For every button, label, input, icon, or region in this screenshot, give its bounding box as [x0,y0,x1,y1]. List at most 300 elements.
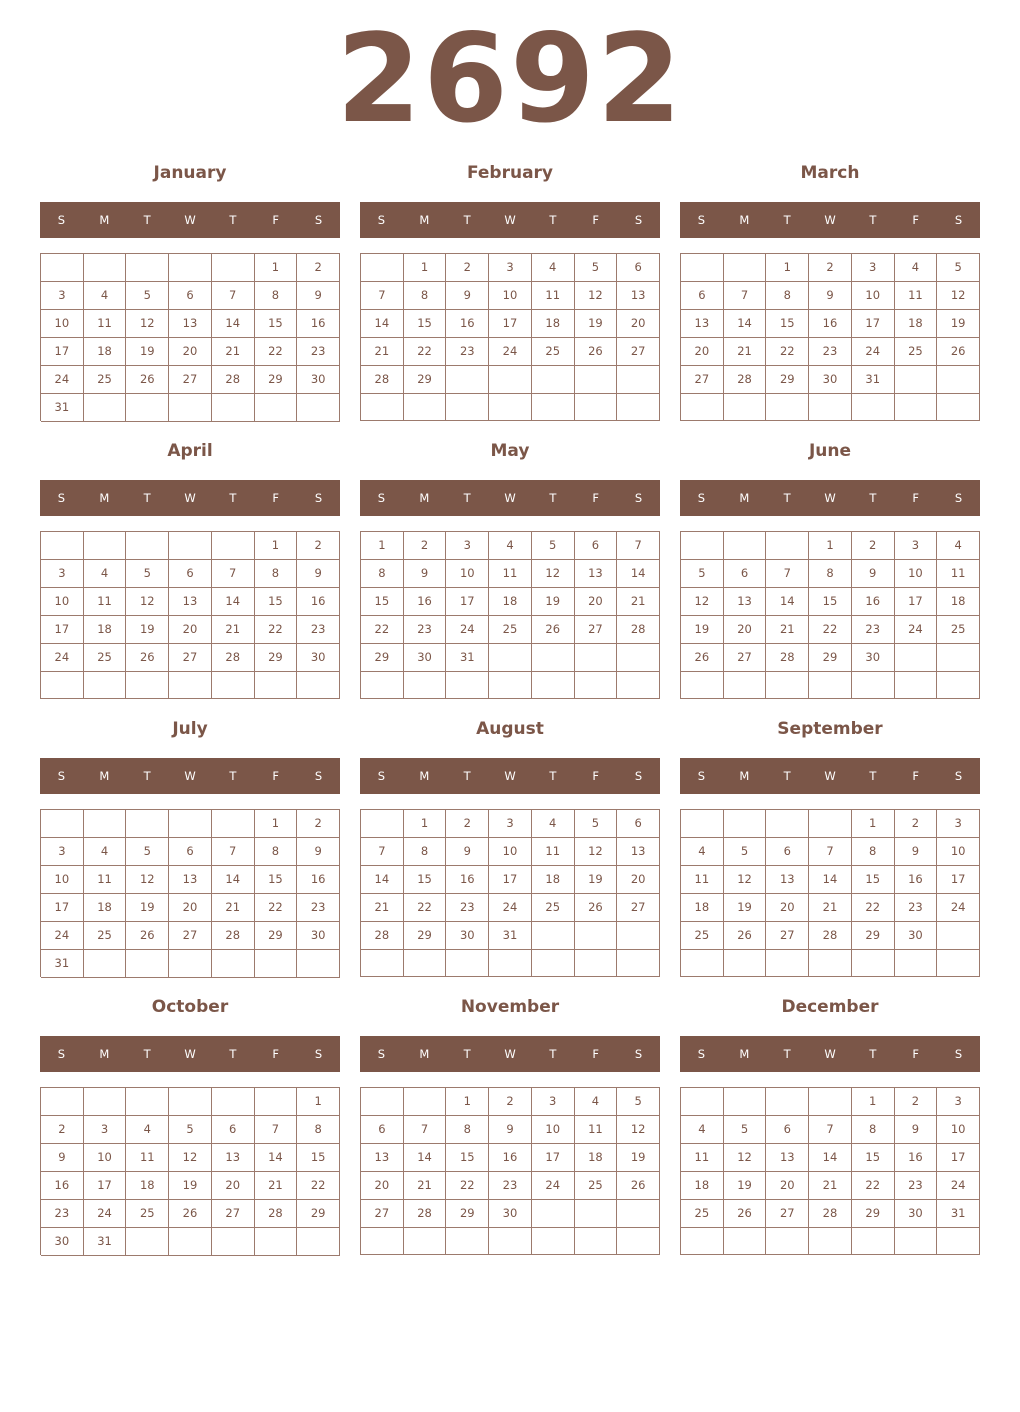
day-cell: 25 [681,1200,724,1228]
weekday-label: M [739,213,750,227]
day-cell: 17 [41,894,84,922]
day-cell: 13 [766,866,809,894]
weekday-label: W [824,1047,836,1061]
day-cell [126,1088,169,1116]
day-cell: 24 [41,366,84,394]
day-cell [361,1088,404,1116]
day-cell: 9 [404,560,447,588]
weekday-label: S [377,491,386,505]
day-cell: 10 [41,866,84,894]
day-cell [766,1088,809,1116]
day-cell: 31 [446,644,489,672]
day-cell: 17 [84,1172,127,1200]
day-cell [126,532,169,560]
day-cell: 26 [126,366,169,394]
day-cell: 2 [446,810,489,838]
day-cell: 21 [404,1172,447,1200]
day-cell: 23 [809,338,852,366]
day-cell: 15 [852,866,895,894]
day-cell: 10 [852,282,895,310]
weekday-header [680,202,980,238]
month-name: August [476,719,544,739]
day-cell [361,810,404,838]
day-cell: 12 [937,282,980,310]
day-cell: 14 [809,1144,852,1172]
day-cell: 12 [724,866,767,894]
day-cell [532,950,575,977]
day-cell [617,394,660,421]
day-cell [489,394,532,421]
day-cell [681,810,724,838]
weekday-label: M [99,1047,110,1061]
day-cell: 18 [84,338,127,366]
day-cell: 16 [446,866,489,894]
day-grid [360,1087,660,1255]
day-cell: 18 [937,588,980,616]
weekday-label: S [697,769,706,783]
day-cell [126,672,169,699]
weekday-header [40,202,340,238]
day-grid [680,809,980,977]
day-cell: 29 [255,644,298,672]
day-cell: 7 [255,1116,298,1144]
day-cell [937,950,980,977]
month-name: February [466,163,554,183]
day-cell: 13 [766,1144,809,1172]
day-cell: 24 [532,1172,575,1200]
day-cell [724,254,767,282]
day-cell: 12 [575,282,618,310]
day-cell: 28 [361,366,404,394]
day-cell: 21 [212,894,255,922]
day-cell: 4 [681,838,724,866]
day-cell: 26 [126,922,169,950]
day-cell: 14 [617,560,660,588]
weekday-label: T [549,491,557,505]
day-cell: 26 [937,338,980,366]
day-cell: 18 [126,1172,169,1200]
weekday-label: M [739,769,750,783]
weekday-label: T [463,1047,471,1061]
day-cell [404,1088,447,1116]
day-cell: 6 [766,1116,809,1144]
day-cell: 23 [297,338,340,366]
weekday-label: S [697,213,706,227]
day-cell: 14 [212,310,255,338]
day-cell: 27 [766,922,809,950]
day-cell: 23 [895,894,938,922]
day-cell: 29 [852,922,895,950]
day-cell: 19 [681,616,724,644]
weekday-label: F [592,1047,600,1061]
day-cell [681,254,724,282]
day-cell [361,394,404,421]
day-cell: 8 [297,1116,340,1144]
day-cell [84,950,127,978]
day-cell: 3 [84,1116,127,1144]
day-cell: 15 [255,310,298,338]
day-cell [41,672,84,699]
day-cell: 21 [809,894,852,922]
day-cell: 22 [852,894,895,922]
day-cell: 27 [724,644,767,672]
day-cell: 30 [446,922,489,950]
day-cell: 16 [297,588,340,616]
day-cell: 11 [681,1144,724,1172]
day-cell: 15 [446,1144,489,1172]
day-cell [41,810,84,838]
day-cell: 4 [532,810,575,838]
day-cell [766,1228,809,1255]
day-cell: 26 [532,616,575,644]
day-cell: 22 [766,338,809,366]
weekday-header [360,758,660,794]
day-cell [895,1228,938,1255]
weekday-label: T [549,1047,557,1061]
weekday-label: T [229,213,237,227]
day-cell: 17 [489,866,532,894]
day-cell: 18 [895,310,938,338]
day-cell: 3 [489,810,532,838]
day-cell [489,644,532,672]
day-cell: 27 [681,366,724,394]
day-cell: 1 [361,532,404,560]
day-cell: 20 [617,866,660,894]
day-cell: 10 [937,838,980,866]
day-cell [724,672,767,699]
day-cell: 5 [126,560,169,588]
day-cell: 9 [446,838,489,866]
weekday-label: F [272,769,280,783]
day-cell: 19 [532,588,575,616]
day-cell [575,394,618,421]
day-cell: 11 [681,866,724,894]
weekday-label: T [869,491,877,505]
day-cell: 12 [724,1144,767,1172]
weekday-label: M [99,491,110,505]
weekday-header [40,480,340,516]
day-cell [126,254,169,282]
weekday-label: T [143,491,151,505]
day-cell: 3 [895,532,938,560]
day-cell [724,950,767,977]
day-cell: 25 [895,338,938,366]
day-cell: 16 [895,1144,938,1172]
day-cell: 11 [489,560,532,588]
day-cell: 12 [126,588,169,616]
day-cell: 6 [617,254,660,282]
day-cell: 13 [617,838,660,866]
weekday-header [360,1036,660,1072]
day-cell [532,1200,575,1228]
day-cell: 7 [404,1116,447,1144]
day-cell: 25 [84,922,127,950]
day-cell [489,1228,532,1255]
day-cell: 28 [404,1200,447,1228]
day-cell: 26 [575,338,618,366]
day-cell: 24 [895,616,938,644]
day-cell: 23 [852,616,895,644]
day-cell: 17 [937,866,980,894]
day-cell [766,810,809,838]
weekday-label: F [912,213,920,227]
day-cell [41,1088,84,1116]
day-cell: 19 [724,894,767,922]
day-cell [169,950,212,978]
day-cell: 1 [766,254,809,282]
day-cell: 23 [41,1200,84,1228]
day-cell [212,950,255,978]
day-cell: 19 [617,1144,660,1172]
day-cell: 7 [212,838,255,866]
day-cell [126,810,169,838]
day-cell: 25 [84,644,127,672]
day-cell: 25 [575,1172,618,1200]
month-name: October [151,997,229,1017]
day-cell [766,394,809,421]
day-cell [852,394,895,421]
day-cell [575,366,618,394]
day-cell [852,672,895,699]
day-cell [169,394,212,422]
day-cell: 19 [126,616,169,644]
day-cell: 22 [255,338,298,366]
month-name: November [460,997,560,1017]
weekday-label: W [504,1047,516,1061]
day-cell [766,672,809,699]
day-cell [532,922,575,950]
day-cell [212,532,255,560]
day-cell: 27 [169,644,212,672]
weekday-header [360,480,660,516]
day-cell [212,672,255,699]
day-cell [895,644,938,672]
day-cell: 1 [809,532,852,560]
day-cell [617,1228,660,1255]
weekday-label: S [57,1047,66,1061]
day-cell: 15 [255,588,298,616]
day-cell: 6 [575,532,618,560]
day-cell: 25 [532,338,575,366]
day-cell [532,394,575,421]
day-cell: 9 [446,282,489,310]
weekday-label: M [419,1047,430,1061]
day-cell: 28 [809,922,852,950]
day-cell: 30 [489,1200,532,1228]
day-cell: 29 [852,1200,895,1228]
day-cell: 6 [169,282,212,310]
day-cell: 10 [41,588,84,616]
day-cell [212,810,255,838]
day-cell [212,1228,255,1256]
day-cell: 5 [724,838,767,866]
day-cell: 29 [297,1200,340,1228]
day-grid [360,809,660,977]
day-cell [724,1228,767,1255]
day-cell: 4 [575,1088,618,1116]
day-cell: 18 [84,894,127,922]
day-grid [40,1087,340,1255]
day-cell: 23 [404,616,447,644]
day-cell: 3 [852,254,895,282]
day-cell: 25 [532,894,575,922]
weekday-label: F [912,769,920,783]
day-cell [937,922,980,950]
weekday-label: F [272,491,280,505]
day-cell: 21 [361,894,404,922]
day-cell: 29 [255,366,298,394]
day-cell [809,1088,852,1116]
day-cell: 18 [489,588,532,616]
day-cell: 16 [852,588,895,616]
day-cell: 1 [297,1088,340,1116]
day-cell [937,672,980,699]
day-cell [575,922,618,950]
day-cell: 16 [297,310,340,338]
day-cell [809,810,852,838]
day-cell: 28 [766,644,809,672]
day-cell [617,922,660,950]
day-cell: 14 [766,588,809,616]
day-cell: 3 [937,810,980,838]
day-cell [937,394,980,421]
day-cell [169,532,212,560]
day-cell [169,672,212,699]
day-cell: 17 [489,310,532,338]
day-cell: 9 [41,1144,84,1172]
day-cell: 3 [41,560,84,588]
day-cell: 4 [84,838,127,866]
day-cell: 21 [617,588,660,616]
day-cell: 25 [84,366,127,394]
day-cell: 2 [852,532,895,560]
weekday-label: S [954,491,963,505]
day-cell: 20 [212,1172,255,1200]
day-cell: 30 [297,922,340,950]
day-cell: 30 [297,644,340,672]
day-cell: 12 [532,560,575,588]
day-cell: 26 [617,1172,660,1200]
day-cell: 22 [404,338,447,366]
day-cell: 20 [617,310,660,338]
day-cell: 9 [895,838,938,866]
day-cell [169,1228,212,1256]
weekday-label: S [314,769,323,783]
weekday-label: T [869,1047,877,1061]
day-cell: 24 [937,1172,980,1200]
day-grid [360,531,660,699]
day-cell: 18 [532,310,575,338]
day-cell: 12 [617,1116,660,1144]
day-cell: 29 [766,366,809,394]
day-cell: 20 [681,338,724,366]
day-cell [895,366,938,394]
day-cell: 27 [575,616,618,644]
weekday-label: T [549,769,557,783]
day-cell: 8 [404,282,447,310]
day-cell: 8 [404,838,447,866]
day-cell: 15 [809,588,852,616]
weekday-label: W [184,769,196,783]
day-cell: 13 [169,310,212,338]
day-cell: 7 [617,532,660,560]
weekday-label: S [697,491,706,505]
weekday-label: S [57,769,66,783]
weekday-label: F [592,491,600,505]
weekday-label: T [143,213,151,227]
day-cell [446,1228,489,1255]
day-cell: 21 [809,1172,852,1200]
day-cell: 28 [212,644,255,672]
day-cell [297,672,340,699]
day-cell: 20 [766,894,809,922]
day-cell: 20 [575,588,618,616]
day-cell: 21 [255,1172,298,1200]
day-cell: 18 [532,866,575,894]
day-cell [169,254,212,282]
day-cell [446,366,489,394]
day-cell: 24 [446,616,489,644]
day-cell: 29 [255,922,298,950]
day-cell: 28 [212,922,255,950]
day-cell: 23 [895,1172,938,1200]
day-cell: 29 [404,922,447,950]
day-cell: 24 [41,922,84,950]
weekday-label: T [143,769,151,783]
day-cell: 8 [852,838,895,866]
day-cell: 14 [361,310,404,338]
day-cell: 27 [169,366,212,394]
day-cell: 17 [937,1144,980,1172]
day-cell: 5 [681,560,724,588]
day-cell [361,672,404,699]
day-cell: 18 [681,894,724,922]
day-cell: 28 [212,366,255,394]
month-name: July [172,719,208,739]
day-cell: 2 [297,810,340,838]
weekday-label: W [184,491,196,505]
day-cell: 12 [681,588,724,616]
day-cell [681,672,724,699]
weekday-label: S [954,213,963,227]
day-cell: 14 [212,588,255,616]
day-cell [255,950,298,978]
day-cell [681,950,724,977]
day-cell [617,672,660,699]
day-cell: 12 [169,1144,212,1172]
day-cell [895,672,938,699]
day-cell: 26 [126,644,169,672]
weekday-label: M [419,491,430,505]
day-cell: 4 [489,532,532,560]
day-cell: 10 [489,838,532,866]
day-cell: 5 [617,1088,660,1116]
day-cell: 4 [126,1116,169,1144]
day-cell [169,810,212,838]
day-cell: 7 [361,838,404,866]
day-cell: 30 [404,644,447,672]
day-cell: 2 [446,254,489,282]
weekday-label: S [634,491,643,505]
day-cell: 12 [126,310,169,338]
weekday-label: T [143,1047,151,1061]
day-cell: 24 [489,338,532,366]
day-cell [489,366,532,394]
day-cell: 30 [895,1200,938,1228]
day-cell: 23 [446,338,489,366]
day-cell: 15 [297,1144,340,1172]
day-cell: 22 [297,1172,340,1200]
